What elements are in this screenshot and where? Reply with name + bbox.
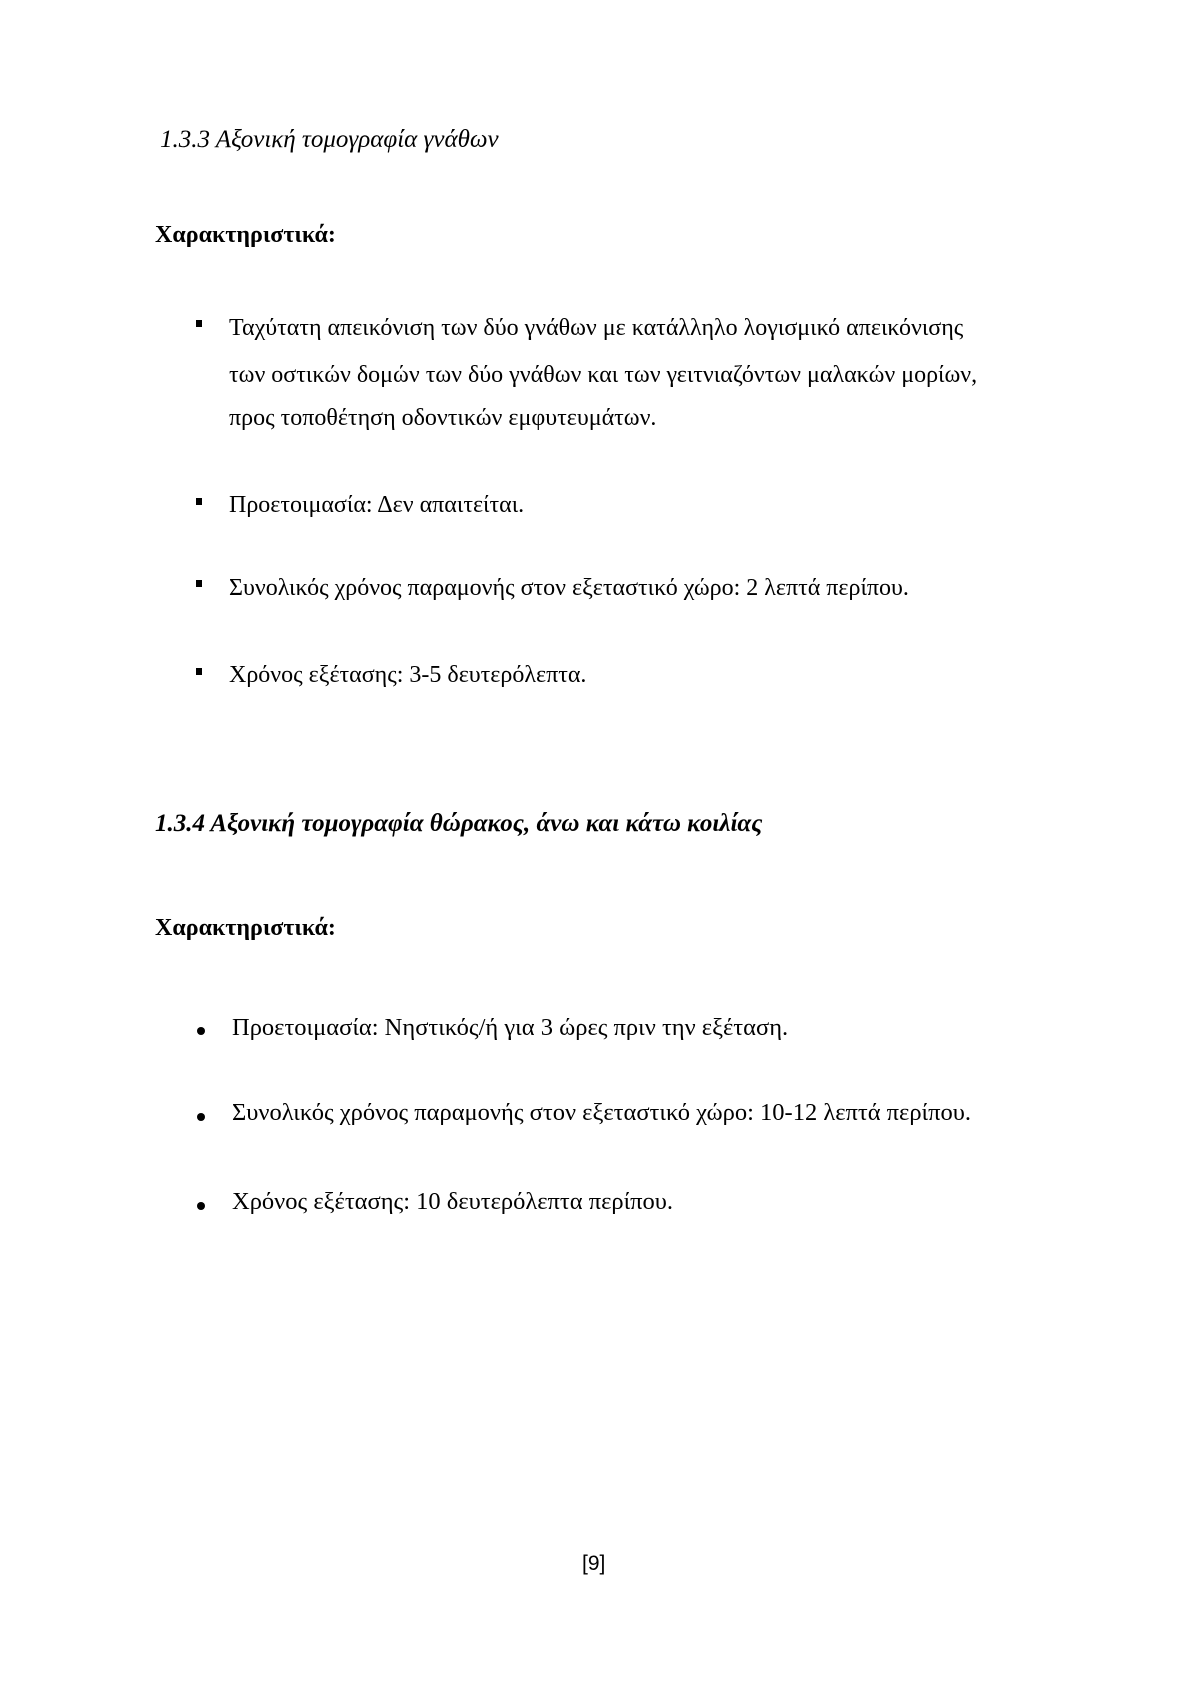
list-item-text: Χρόνος εξέτασης: 10 δευτερόλεπτα περίπου.	[232, 1188, 674, 1215]
square-bullet-icon	[196, 498, 202, 505]
round-bullet-icon	[197, 1027, 205, 1035]
list-item-text: Προετοιμασία: Νηστικός/ή για 3 ώρες πριν την εξέταση.	[232, 1014, 789, 1041]
square-bullet-icon	[196, 320, 202, 327]
list-item-line: Συνολικός χρόνος παραμονής στον εξεταστικό χώρο: 2 λεπτά περίπου.	[229, 575, 909, 601]
list-item-line: Χρόνος εξέτασης: 3-5 δευτερόλεπτα.	[229, 662, 587, 688]
list-item-text: Συνολικός χρόνος παραμονής στον εξεταστικό χώρο: 10-12 λεπτά περίπου.	[232, 1099, 972, 1126]
round-bullet-icon	[197, 1202, 205, 1210]
section-title-1-3-3: 1.3.3 Αξονική τομογραφία γνάθων	[160, 126, 499, 153]
list-item-line: προς τοποθέτηση οδοντικών εμφυτευμάτων.	[229, 405, 657, 431]
page-number: [9]	[582, 1552, 606, 1575]
square-bullet-icon	[196, 580, 202, 587]
list-item-line: Προετοιμασία: Δεν απαιτείται.	[229, 492, 525, 518]
list-item-line: των οστικών δομών των δύο γνάθων και των γειτνιαζόντων μαλακών μορίων,	[229, 362, 978, 388]
list-item-line: Ταχύτατη απεικόνιση των δύο γνάθων με κατάλληλο λογισμικό απεικόνισης	[229, 315, 964, 341]
section-title-1-3-4: 1.3.4 Αξονική τομογραφία θώρακος, άνω και κάτω κοιλίας	[155, 810, 763, 837]
round-bullet-icon	[197, 1113, 205, 1121]
square-bullet-icon	[196, 668, 202, 675]
section2-subheading: Χαρακτηριστικά:	[155, 915, 336, 941]
section1-subheading: Χαρακτηριστικά:	[155, 222, 336, 248]
